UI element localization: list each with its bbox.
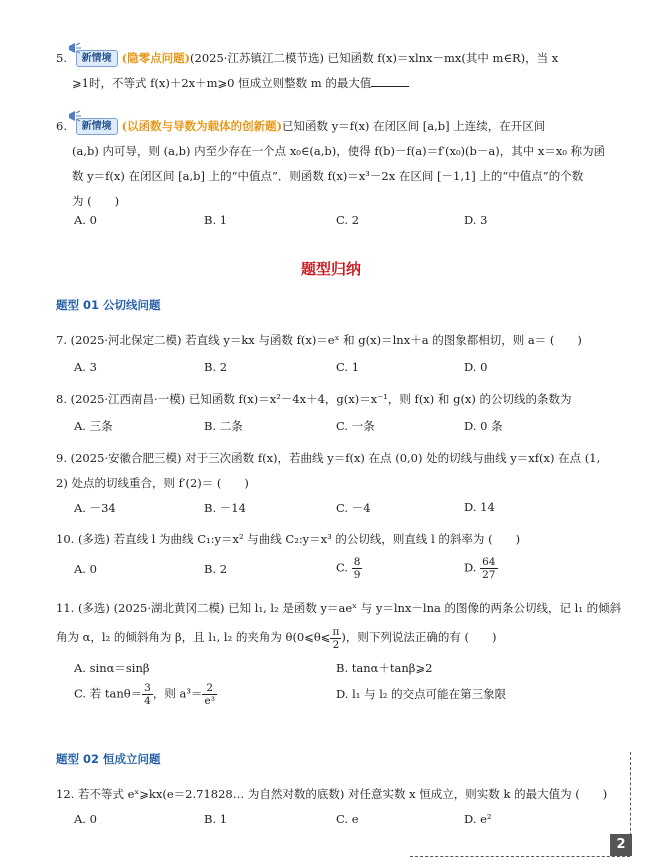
option-b[interactable]: B. 二条 (204, 419, 243, 433)
question-8 (56, 387, 626, 412)
option-text: ，则 a³＝ (152, 686, 203, 701)
question-text: (a,b) 内可导，则 (a,b) 内至少存在一个点 x₀∈(a,b)，使得 f(b)－f(a)＝f′(x₀)(b－a)，其中 x＝x₀ 称为函 (72, 144, 606, 158)
megaphone-icon (68, 110, 82, 122)
question-text: 10. (多选) 若直线 l 为曲线 C₁:y＝x² 与曲线 C₂:y＝x³ 的公切线，则直线 l 的斜率为 ( ) (56, 532, 521, 546)
question-10 (56, 527, 626, 552)
subsection-title: 题型 02 恒成立问题 (56, 752, 161, 766)
question-6 (56, 114, 626, 214)
subsection-title: 题型 01 公切线问题 (56, 298, 161, 312)
question-9 (56, 446, 626, 496)
option-c[interactable] (336, 556, 362, 581)
option-a[interactable]: A. －34 (74, 501, 116, 515)
denominator: 9 (353, 569, 361, 581)
option-c[interactable] (74, 682, 217, 707)
question-12 (56, 782, 626, 807)
option-c[interactable]: C. 1 (336, 360, 360, 374)
question-text: ⩾1时，不等式 f(x)＋2x＋m⩾0 恒成立则整数 m 的最大值 (72, 76, 372, 90)
page-border-dashed (410, 856, 630, 857)
option-b[interactable]: B. －14 (204, 501, 246, 515)
options-q7 (74, 360, 624, 382)
fraction (352, 556, 363, 581)
options-q12 (74, 812, 624, 834)
option-b[interactable]: B. 1 (204, 812, 228, 826)
question-text: 数 y＝f(x) 在闭区间 [a,b] 上的“中值点”．则函数 f(x)＝x³－2x 在区间 [－1,1] 上的“中值点”的个数 (72, 169, 584, 183)
denominator: 4 (144, 695, 151, 707)
denominator: 2 (332, 638, 340, 651)
numerator: π (332, 625, 340, 638)
question-text: 8. (2025·江西南昌·一模) 已知函数 f(x)＝x²－4x＋4，g(x)＝x⁻¹，则 f(x) 和 g(x) 的公切线的条数为 (56, 392, 572, 406)
page-number: 2 (610, 834, 632, 856)
new-context-tag (76, 50, 118, 67)
option-c[interactable]: C. 一条 (336, 419, 375, 433)
option-c[interactable]: C. －4 (336, 501, 371, 515)
fraction (202, 682, 216, 707)
tag-label: 新情境 (81, 53, 112, 64)
fraction (330, 626, 341, 651)
option-b[interactable]: B. 1 (204, 213, 228, 227)
option-d[interactable] (464, 556, 498, 581)
option-text: C. 若 tanθ＝ (74, 686, 143, 701)
options-q11-row2 (74, 682, 624, 712)
question-7 (56, 328, 626, 353)
question-text: 11. (多选) (2025·湖北黄冈二模) 已知 l₁, l₂ 是函数 y＝aeˣ 与 y＝lnx－lna 的图像的两条公切线，记 l₁ 的倾斜 (56, 601, 622, 615)
section-title: 题型归纳 (300, 260, 361, 278)
numerator: 2 (202, 682, 216, 695)
question-number: 6. (56, 119, 67, 133)
option-d[interactable]: D. l₁ 与 l₂ 的交点可能在第三象限 (336, 687, 507, 701)
question-text: 9. (2025·安徽合肥三模) 对于三次函数 f(x)，若曲线 y＝f(x) 在点 (0,0) 处的切线与曲线 y＝xf(x) 在点 (1, (56, 451, 601, 465)
option-d[interactable]: D. 14 (464, 500, 495, 514)
options-q11-row1 (74, 660, 624, 682)
option-a[interactable]: A. 0 (74, 213, 97, 227)
option-c[interactable]: C. 2 (336, 213, 360, 227)
option-c[interactable]: C. e (336, 812, 359, 826)
question-text: 2) 处点的切线重合，则 f′(2)＝ ( ) (56, 476, 249, 490)
numerator: 64 (482, 556, 496, 568)
question-number: 5. (56, 51, 67, 65)
numerator: 3 (144, 682, 151, 694)
question-text: 为 ( ) (72, 194, 120, 208)
option-d[interactable]: D. e² (464, 812, 492, 826)
question-topic: (隐零点问题) (121, 51, 191, 65)
option-b[interactable]: B. 2 (204, 562, 228, 576)
numerator: 8 (353, 556, 361, 568)
megaphone-icon (68, 42, 82, 54)
option-d[interactable]: D. 3 (464, 213, 488, 227)
tag-label: 新情境 (81, 121, 112, 132)
option-d[interactable]: D. 0 (464, 360, 488, 374)
option-a[interactable]: A. 3 (74, 360, 97, 374)
options-q8 (74, 418, 624, 440)
question-text: )，则下列说法正确的有 ( ) (341, 630, 497, 644)
option-label: D. (464, 560, 477, 575)
question-topic: (以函数与导数为载体的创新题) (121, 119, 283, 133)
fraction (480, 556, 497, 581)
question-text: 12. 若不等式 eˣ⩾kx(e＝2.71828… 为自然对数的底数) 对任意实数 x 恒成立，则实数 k 的最大值为 ( ) (56, 787, 608, 801)
question-11 (56, 596, 626, 651)
question-text: (2025·江苏镇江二模节选) 已知函数 f(x)＝xlnx－mx(其中 m∈R)，当 x (190, 51, 559, 65)
option-b[interactable]: B. tanα＋tanβ⩾2 (336, 661, 433, 675)
options-q9 (74, 500, 624, 522)
fraction (142, 682, 153, 707)
options-q10 (74, 556, 624, 586)
denominator: e³ (204, 695, 215, 707)
answer-blank[interactable] (371, 74, 409, 87)
denominator: 27 (482, 569, 496, 581)
options-q6 (74, 213, 624, 235)
new-context-tag (76, 118, 118, 135)
option-a[interactable]: A. 0 (74, 812, 97, 826)
question-5 (56, 46, 626, 96)
option-label: C. (336, 560, 349, 575)
option-a[interactable]: A. sinα＝sinβ (74, 661, 150, 675)
question-text: 角为 α，l₂ 的倾斜角为 β，且 l₁, l₂ 的夹角为 θ(0⩽θ⩽ (56, 630, 331, 644)
option-d[interactable]: D. 0 条 (464, 419, 503, 433)
question-text: 已知函数 y＝f(x) 在闭区间 [a,b] 上连续，在开区间 (282, 119, 546, 133)
option-a[interactable]: A. 0 (74, 562, 97, 576)
option-b[interactable]: B. 2 (204, 360, 228, 374)
question-text: 7. (2025·河北保定二模) 若直线 y＝kx 与函数 f(x)＝eˣ 和 g(x)＝lnx＋a 的图象都相切，则 a＝ ( ) (56, 333, 582, 347)
option-a[interactable]: A. 三条 (74, 419, 113, 433)
